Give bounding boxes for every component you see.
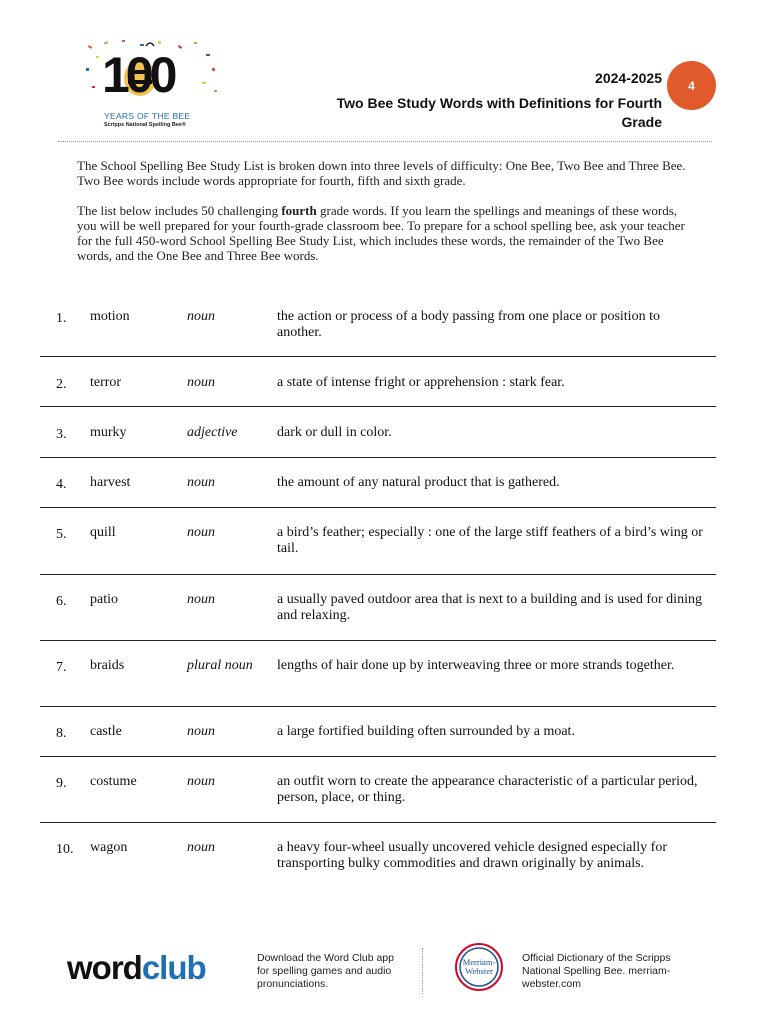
word-number: 4. xyxy=(56,477,67,492)
definition: a bird’s feather; especially : one of the large stiff feathers of a bird’s wing or tail. xyxy=(277,525,703,556)
logo-number: 100 xyxy=(102,47,174,103)
intro-paragraph-1: The School Spelling Bee Study List is broken down into three levels of difficulty: One Bee, Two Bee and Three Bee. Two Bee words include words appropriate for fourth, fifth and sixth grade. xyxy=(77,158,686,188)
100-years-of-the-bee-logo xyxy=(82,38,222,134)
wordclub-promo-text: Download the Word Club app for spelling games and audio pronunciations. xyxy=(257,952,394,990)
intro-text-after: grade words. If you learn the spellings and meanings of these words, you will be well prepared for your fourth-grade classroom bee. To prepare for a school spelling bee, ask your teacher for the full 450-word School Spelling Bee Study List, which includes these words, the remainder of the Two Bee words, and the One Bee and Three Bee words. xyxy=(77,203,685,263)
wordclub-logo xyxy=(67,950,206,986)
row-divider xyxy=(40,822,716,823)
word-number: 7. xyxy=(56,660,67,675)
footer-divider xyxy=(422,948,423,994)
page-number-badge: 4 xyxy=(667,61,716,110)
school-year: 2024-2025 xyxy=(595,70,662,86)
word: terror xyxy=(90,375,122,390)
intro-text-before: The list below includes 50 challenging xyxy=(77,203,282,218)
row-divider xyxy=(40,706,716,707)
part-of-speech: noun xyxy=(187,375,215,390)
word: harvest xyxy=(90,475,131,490)
intro-grade-emphasis: fourth xyxy=(281,203,317,218)
wordclub-logo-word: word xyxy=(67,949,142,986)
definition: a usually paved outdoor area that is next to a building and is used for dining and relaxing. xyxy=(277,592,702,623)
merriam-webster-seal-graphic xyxy=(455,943,503,991)
part-of-speech: noun xyxy=(187,724,215,739)
word: patio xyxy=(90,592,118,607)
word-number: 5. xyxy=(56,527,67,542)
definition: the amount of any natural product that is gathered. xyxy=(277,475,560,490)
definition: an outfit worn to create the appearance characteristic of a particular period, person, place, or thing. xyxy=(277,774,698,805)
wordclub-logo-club: club xyxy=(141,949,206,986)
part-of-speech: noun xyxy=(187,309,215,324)
row-divider xyxy=(40,507,716,508)
definition: the action or process of a body passing from one place or position to another. xyxy=(277,309,660,340)
word: motion xyxy=(90,309,130,324)
word-number: 6. xyxy=(56,594,67,609)
word: costume xyxy=(90,774,137,789)
row-divider xyxy=(40,640,716,641)
definition: a heavy four-wheel usually uncovered vehicle designed especially for transporting bulky commodities and drawn originally by animals. xyxy=(277,840,668,871)
part-of-speech: noun xyxy=(187,525,215,540)
word: wagon xyxy=(90,840,128,855)
word-number: 8. xyxy=(56,726,67,741)
word-number: 3. xyxy=(56,427,67,442)
word: quill xyxy=(90,525,116,540)
merriam-webster-text: Official Dictionary of the Scripps National Spelling Bee. merriam-webster.com xyxy=(522,952,671,990)
word-number: 2. xyxy=(56,377,67,392)
definition: lengths of hair done up by interweaving three or more strands together. xyxy=(277,658,675,673)
mw-seal-text-1: Merriam- xyxy=(462,957,496,967)
page-title: Two Bee Study Words with Definitions for Fourth Grade xyxy=(336,95,662,130)
part-of-speech: noun xyxy=(187,475,215,490)
part-of-speech: noun xyxy=(187,592,215,607)
part-of-speech: adjective xyxy=(187,425,238,440)
row-divider xyxy=(40,574,716,575)
word-number: 1. xyxy=(56,311,67,326)
row-divider xyxy=(40,356,716,357)
word: castle xyxy=(90,724,122,739)
intro-paragraph-2 xyxy=(77,203,699,263)
definition: a state of intense fright or apprehension : stark fear. xyxy=(277,375,565,390)
row-divider xyxy=(40,756,716,757)
part-of-speech: noun xyxy=(187,774,215,789)
row-divider xyxy=(40,406,716,407)
word: murky xyxy=(90,425,127,440)
header-divider xyxy=(58,141,712,142)
merriam-webster-seal-icon xyxy=(455,943,503,991)
word: braids xyxy=(90,658,125,673)
part-of-speech: plural noun xyxy=(187,658,253,673)
logo-tagline: YEARS OF THE BEE xyxy=(104,111,191,121)
word-number: 10. xyxy=(56,842,74,857)
part-of-speech: noun xyxy=(187,840,215,855)
word-number: 9. xyxy=(56,776,67,791)
definition: a large fortified building often surrounded by a moat. xyxy=(277,724,575,739)
row-divider xyxy=(40,457,716,458)
logo-organization: Scripps National Spelling Bee® xyxy=(104,122,186,128)
definition: dark or dull in color. xyxy=(277,425,392,440)
mw-seal-text-2: Webster xyxy=(465,966,493,976)
